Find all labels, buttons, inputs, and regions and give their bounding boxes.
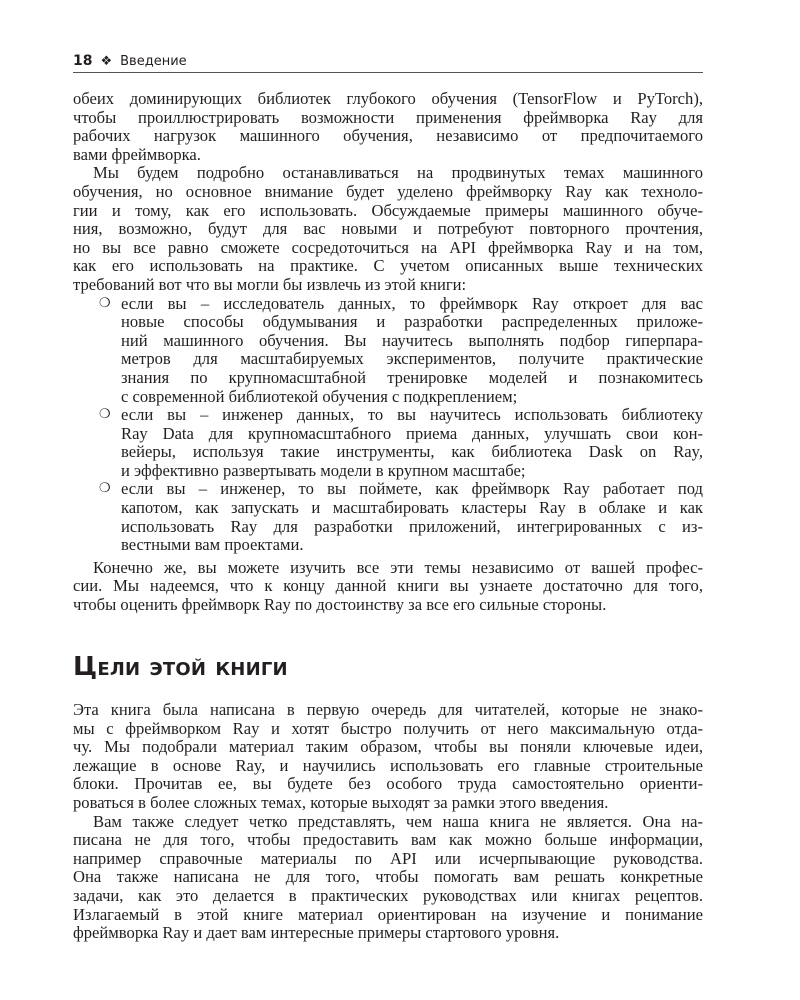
paragraph bbox=[121, 295, 703, 407]
text-line: роваться в более сложных темах, которые выходят за рамки этого введения. bbox=[73, 792, 609, 812]
paragraph bbox=[73, 559, 703, 615]
bullet-item bbox=[73, 406, 703, 480]
text-line: писана не для того, чтобы предоставить вам как можно больше информации, bbox=[73, 830, 703, 850]
text-line: фреймворка Ray и дает вам интересные примеры стартового уровня. bbox=[73, 923, 560, 943]
text-line: вейеры, используя такие инструменты, как библиотека Dask on Ray, bbox=[121, 442, 703, 462]
text-line: вами фреймворка. bbox=[73, 144, 201, 164]
bullet-circle-icon: ❍ bbox=[99, 295, 111, 311]
text-line: Конечно же, вы можете изучить все эти темы независимо от вашей профес- bbox=[93, 557, 703, 577]
text-line: капотом, как запускать и масштабировать кластеры Ray в облаке и как bbox=[121, 498, 703, 518]
running-header bbox=[73, 50, 703, 72]
text-line: чтобы проиллюстрировать возможности применения фреймворка Ray для bbox=[73, 107, 703, 127]
text-line: если вы – исследователь данных, то фреймворк Ray откроет для вас bbox=[121, 293, 703, 313]
text-line: вестными вам проектами. bbox=[121, 535, 304, 555]
text-line: Эта книга была написана в первую очередь для читателей, которые не знако- bbox=[73, 700, 703, 719]
text-line: если вы – инженер данных, то вы научитесь использовать библиотеку bbox=[121, 405, 703, 425]
text-line: ний машинного обучения. Вы научитесь выполнять подбор гиперпара- bbox=[121, 330, 703, 350]
text-line: Она также написана не для того, чтобы помогать вам решать конкретные bbox=[73, 867, 703, 887]
text-line: использовать Ray для разработки приложений, интегрированных с из- bbox=[121, 516, 703, 536]
paragraph bbox=[73, 90, 703, 164]
paragraph bbox=[121, 406, 703, 480]
paragraph bbox=[73, 813, 703, 943]
text-line: например справочные материалы по API или исчерпывающие руководства. bbox=[73, 848, 703, 868]
text-line: требований вот что вы могли бы извлечь из этой книги: bbox=[73, 274, 467, 294]
text-line: Ray Data для крупномасштабного приема данных, улучшать свои кон- bbox=[121, 423, 703, 443]
section-intro-body bbox=[73, 90, 703, 615]
text-line: Мы будем подробно останавливаться на продвинутых темах машинного bbox=[93, 163, 703, 183]
paragraph bbox=[121, 480, 703, 554]
text-line: но вы все равно сможете сосредоточиться на API фреймворка Ray и на том, bbox=[73, 237, 703, 257]
section-goals-body bbox=[73, 701, 703, 943]
text-line: метров для масштабируемых экспериментов, получите практические bbox=[121, 349, 703, 369]
text-line: как его использовать на практике. С учетом описанных выше технических bbox=[73, 256, 703, 276]
text-line: чтобы оценить фреймворк Ray по достоинству за все его сильные стороны. bbox=[73, 595, 607, 615]
text-line: задачи, как это делается в практических руководствах или книгах рецептов. bbox=[73, 885, 703, 905]
text-line: сии. Мы надеемся, что к концу данной книги вы узнаете достаточно для того, bbox=[73, 576, 703, 596]
text-line: Вам также следует четко представлять, чем наша книга не является. Она на- bbox=[93, 811, 703, 831]
page-number: 18 bbox=[73, 53, 93, 69]
text-line: чу. Мы подобрали материал таким образом, чтобы вы поняли ключевые идеи, bbox=[73, 737, 703, 757]
chapter-title: Введение bbox=[120, 53, 187, 69]
text-line: рабочих нагрузок машинного обучения, независимо от предпочитаемого bbox=[73, 126, 703, 146]
text-line: гии и тому, как его использовать. Обсуждаемые примеры машинного обуче- bbox=[73, 200, 703, 220]
text-line: знания по крупномасштабной тренировке моделей и познакомитесь bbox=[121, 367, 703, 387]
bullet-item bbox=[73, 295, 703, 407]
paragraph bbox=[73, 701, 703, 813]
text-line: Излагаемый в этой книге материал ориентирован на изучение и понимание bbox=[73, 904, 703, 924]
text-line: обучения, но основное внимание будет уделено фреймворку Ray как техноло- bbox=[73, 181, 703, 201]
text-line: и эффективно развертывать модели в крупном масштабе; bbox=[121, 460, 526, 480]
text-line: новые способы обдумывания и разработки распределенных приложе- bbox=[121, 312, 703, 332]
text-line: ния, возможно, будут для вас новыми и потребуют повторного прочтения, bbox=[73, 219, 703, 239]
text-line: если вы – инженер, то вы поймете, как фреймворк Ray работает под bbox=[121, 479, 703, 499]
text-line: лежащие в основе Ray, и научились использовать его главные строительные bbox=[73, 755, 703, 775]
text-line: обеих доминирующих библиотек глубокого обучения (TensorFlow и PyTorch), bbox=[73, 89, 703, 108]
bullet-circle-icon: ❍ bbox=[99, 407, 111, 423]
ornament-icon: ❖ bbox=[100, 53, 113, 69]
text-line: блоки. Прочитав ее, вы будете без особого труда самостоятельно ориенти- bbox=[73, 774, 703, 794]
section-heading: Цели этой книги bbox=[73, 652, 288, 682]
paragraph bbox=[73, 164, 703, 294]
text-line: мы с фреймворком Ray и хотят быстро получить от него максимальную отда- bbox=[73, 718, 703, 738]
text-line: с современной библиотекой обучения с подкреплением; bbox=[121, 386, 518, 406]
header-rule bbox=[73, 72, 703, 73]
bullet-item bbox=[73, 480, 703, 554]
bullet-circle-icon: ❍ bbox=[99, 481, 111, 497]
